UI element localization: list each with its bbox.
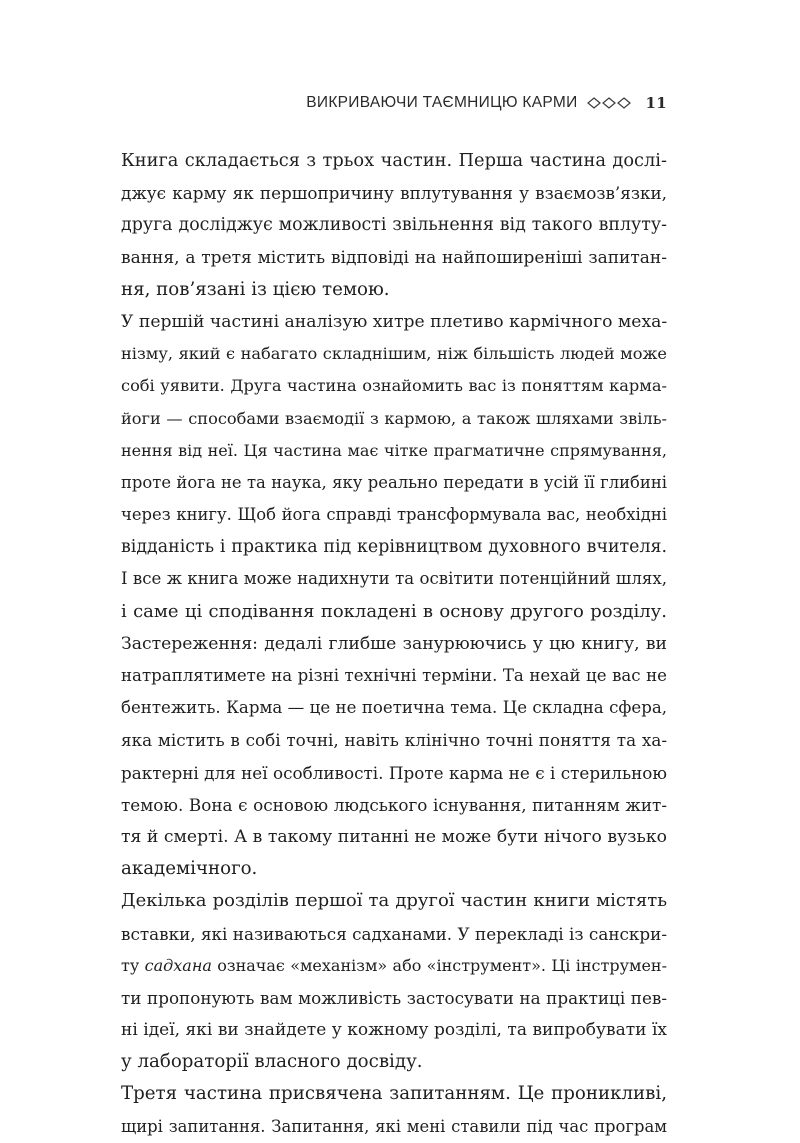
text-line: нізму, який є набагато складнішим, ніж більшість людей може: [121, 344, 667, 364]
text-line: друга досліджує можливості звільнення від такого вплуту-: [121, 215, 667, 236]
text-line: ні ідеї, які ви знайдете у кожному розділі, та випробувати їх: [121, 1020, 667, 1041]
text-line: йоги — способами взаємодії з кармою, а також шляхами звіль-: [121, 408, 667, 428]
text-line: вання, а третя містить відповіді на найпоширеніші запитан-: [121, 247, 667, 268]
running-header-title: ВИКРИВАЮЧИ ТАЄМНИЦЮ КАРМИ: [306, 94, 578, 111]
text-line: відданість і практика під керівництвом духовного вчителя.: [121, 537, 667, 558]
text-line: Книга складається з трьох частин. Перша частина дослі-: [121, 150, 667, 171]
text-line: натраплятимете на різні технічні терміни. Та нехай це вас не: [121, 666, 667, 685]
text-line: ту садхана означає «механізм» або «інструмент». Ці інструмен-: [121, 955, 667, 975]
text-line: академічного.: [121, 858, 258, 880]
text-line: щирі запитання. Запитання, які мені ставили під час програм: [121, 1116, 667, 1136]
text-line: Застереження: дедалі глибше занурюючись у цю книгу, ви: [121, 633, 667, 654]
text-line: ти пропонують вам можливість застосувати на практиці пев-: [121, 987, 667, 1008]
text-line: через книгу. Щоб йога справді трансформувала вас, необхідні: [121, 505, 667, 525]
diamond-ornament-icon: [587, 97, 631, 109]
text-line: Третя частина присвячена запитанням. Це проникливі,: [121, 1083, 667, 1105]
text-line: яка містить в собі точні, навіть клінічно точні поняття та ха-: [121, 730, 667, 751]
running-header: [306, 94, 667, 112]
text-line: і саме ці сподівання покладені в основу другого розділу.: [121, 600, 667, 622]
text-line: проте йога не та наука, яку реально передати в усій її глибині: [121, 472, 667, 492]
text-line: у лабораторії власного досвіду.: [121, 1051, 423, 1073]
page-number: 11: [645, 94, 667, 112]
text-line: собі уявити. Друга частина ознайомить вас із поняттям карма-: [121, 376, 667, 396]
text-line: нення від неї. Ця частина має чітке прагматичне спрямування,: [121, 440, 667, 460]
text-line: І все ж книга може надихнути та освітити потенційний шлях,: [121, 569, 667, 589]
body-text: [121, 145, 667, 1143]
text-line: вставки, які називаються садханами. У перекладі із санскри-: [121, 923, 667, 944]
text-line: бентежить. Карма — це не поетична тема. Це складна сфера,: [121, 698, 667, 718]
text-line: темою. Вона є основою людського існування, питанням жит-: [121, 794, 667, 815]
text-line: ня, пов’язані із цією темою.: [121, 278, 390, 300]
text-line: У першій частині аналізую хитре плетиво кармічного меха-: [121, 311, 668, 332]
text-line: Декілька розділів першої та другої частин книги містять: [121, 890, 667, 912]
text-line: джує карму як першопричину вплутування у взаємозв’язки,: [121, 183, 667, 204]
text-line: рактерні для неї особливості. Проте карма не є і стерильною: [121, 762, 667, 783]
text-line: тя й смерті. А в такому питанні не може бути нічого вузько: [121, 826, 667, 847]
